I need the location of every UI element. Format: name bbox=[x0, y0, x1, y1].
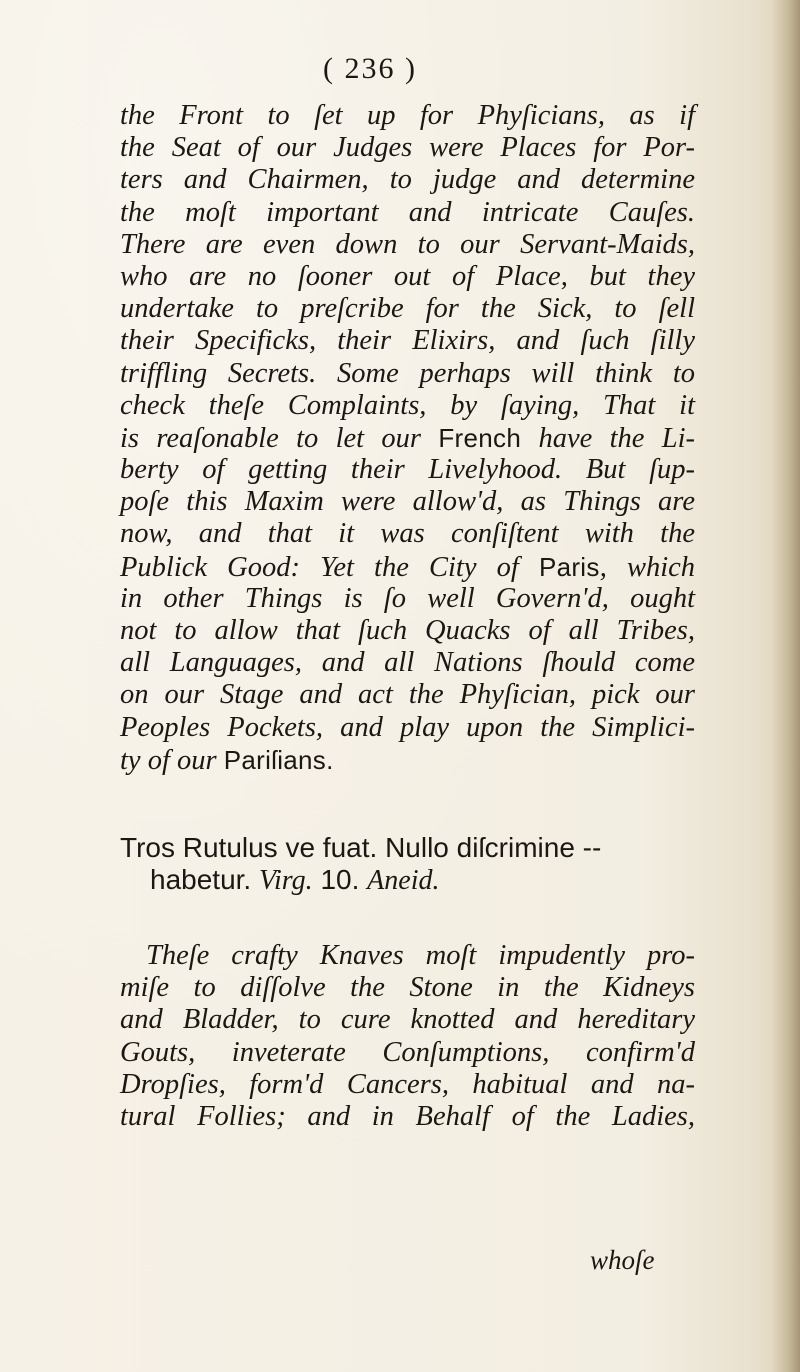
text-fragment: is reaſonable to let our bbox=[120, 422, 422, 454]
text-fragment: , which bbox=[599, 551, 696, 583]
citation-book: 10. bbox=[320, 864, 360, 896]
text-line: Gouts, inveterate Conſumptions, confirm'd bbox=[120, 1036, 695, 1068]
text-line: check theſe Complaints, by ſaying, That it bbox=[120, 389, 695, 421]
text-fragment: ty of our bbox=[120, 744, 217, 776]
text-line: and Bladder, to cure knotted and hereditary bbox=[120, 1004, 695, 1036]
text-fragment: Publick Good: Yet the City of bbox=[120, 551, 519, 583]
text-line: the Front to ſet up for Phyſicians, as if bbox=[120, 100, 695, 131]
text-line: miſe to diſſolve the Stone in the Kidneys bbox=[120, 972, 695, 1004]
text-line: ters and Chairmen, to judge and determine bbox=[120, 164, 695, 196]
roman-word: French bbox=[438, 422, 522, 453]
text-line: not to allow that ſuch Quacks of all Tribes, bbox=[120, 615, 695, 646]
text-line: now, and that it was conſiſtent with the bbox=[120, 518, 695, 550]
text-fragment: have the Li- bbox=[538, 422, 696, 454]
text-line: Theſe crafty Knaves moſt impudently pro- bbox=[146, 940, 695, 971]
latin-quotation bbox=[120, 832, 695, 896]
quote-line: Tros Rutulus ve fuat. Nullo diſcrimine -- bbox=[120, 832, 602, 863]
text-line: their Specificks, their Elixirs, and ſuch ſilly bbox=[120, 325, 695, 357]
text-line: Peoples Pockets, and play upon the Simplici- bbox=[120, 711, 695, 743]
text-line: tural Follies; and in Behalf of the Ladies, bbox=[120, 1100, 695, 1132]
text-line: poſe this Maxim were allow'd, as Things are bbox=[120, 486, 695, 518]
text-line: Dropſies, form'd Cancers, habitual and na- bbox=[120, 1068, 695, 1100]
text-line-mixed bbox=[120, 422, 695, 454]
text-line: the moſt important and intricate Cauſes. bbox=[120, 196, 695, 228]
roman-word: Paris bbox=[538, 551, 600, 582]
catchword: whoſe bbox=[590, 1245, 655, 1275]
text-line: all Languages, and all Nations ſhould come bbox=[120, 647, 695, 679]
text-line: the Seat of our Judges were Places for Por- bbox=[120, 132, 695, 164]
text-line: berty of getting their Livelyhood. But ſup- bbox=[120, 454, 695, 486]
citation-work: Aneid. bbox=[367, 865, 440, 897]
text-line: undertake to preſcribe for the Sick, to ſell bbox=[120, 293, 695, 325]
text-line: who are no ſooner out of Place, but they bbox=[120, 260, 695, 292]
paragraph-2 bbox=[120, 940, 695, 1133]
roman-word: Pariſians. bbox=[223, 744, 334, 775]
text-line: triffling Secrets. Some perhaps will think to bbox=[120, 357, 695, 389]
text-line: on our Stage and act the Phyſician, pick our bbox=[120, 679, 695, 711]
text-line: in other Things is ſo well Govern'd, ought bbox=[120, 582, 695, 614]
quote-line bbox=[120, 864, 695, 896]
paragraph-1 bbox=[120, 100, 695, 776]
quote-fragment: habetur. bbox=[150, 864, 252, 896]
citation-author: Virg. bbox=[258, 865, 313, 897]
page-gutter-shadow bbox=[772, 0, 800, 1372]
page-number: ( 236 ) bbox=[323, 52, 417, 85]
text-line-mixed bbox=[120, 551, 695, 583]
text-line: There are even down to our Servant-Maids, bbox=[120, 228, 695, 260]
text-line-mixed bbox=[120, 744, 695, 776]
